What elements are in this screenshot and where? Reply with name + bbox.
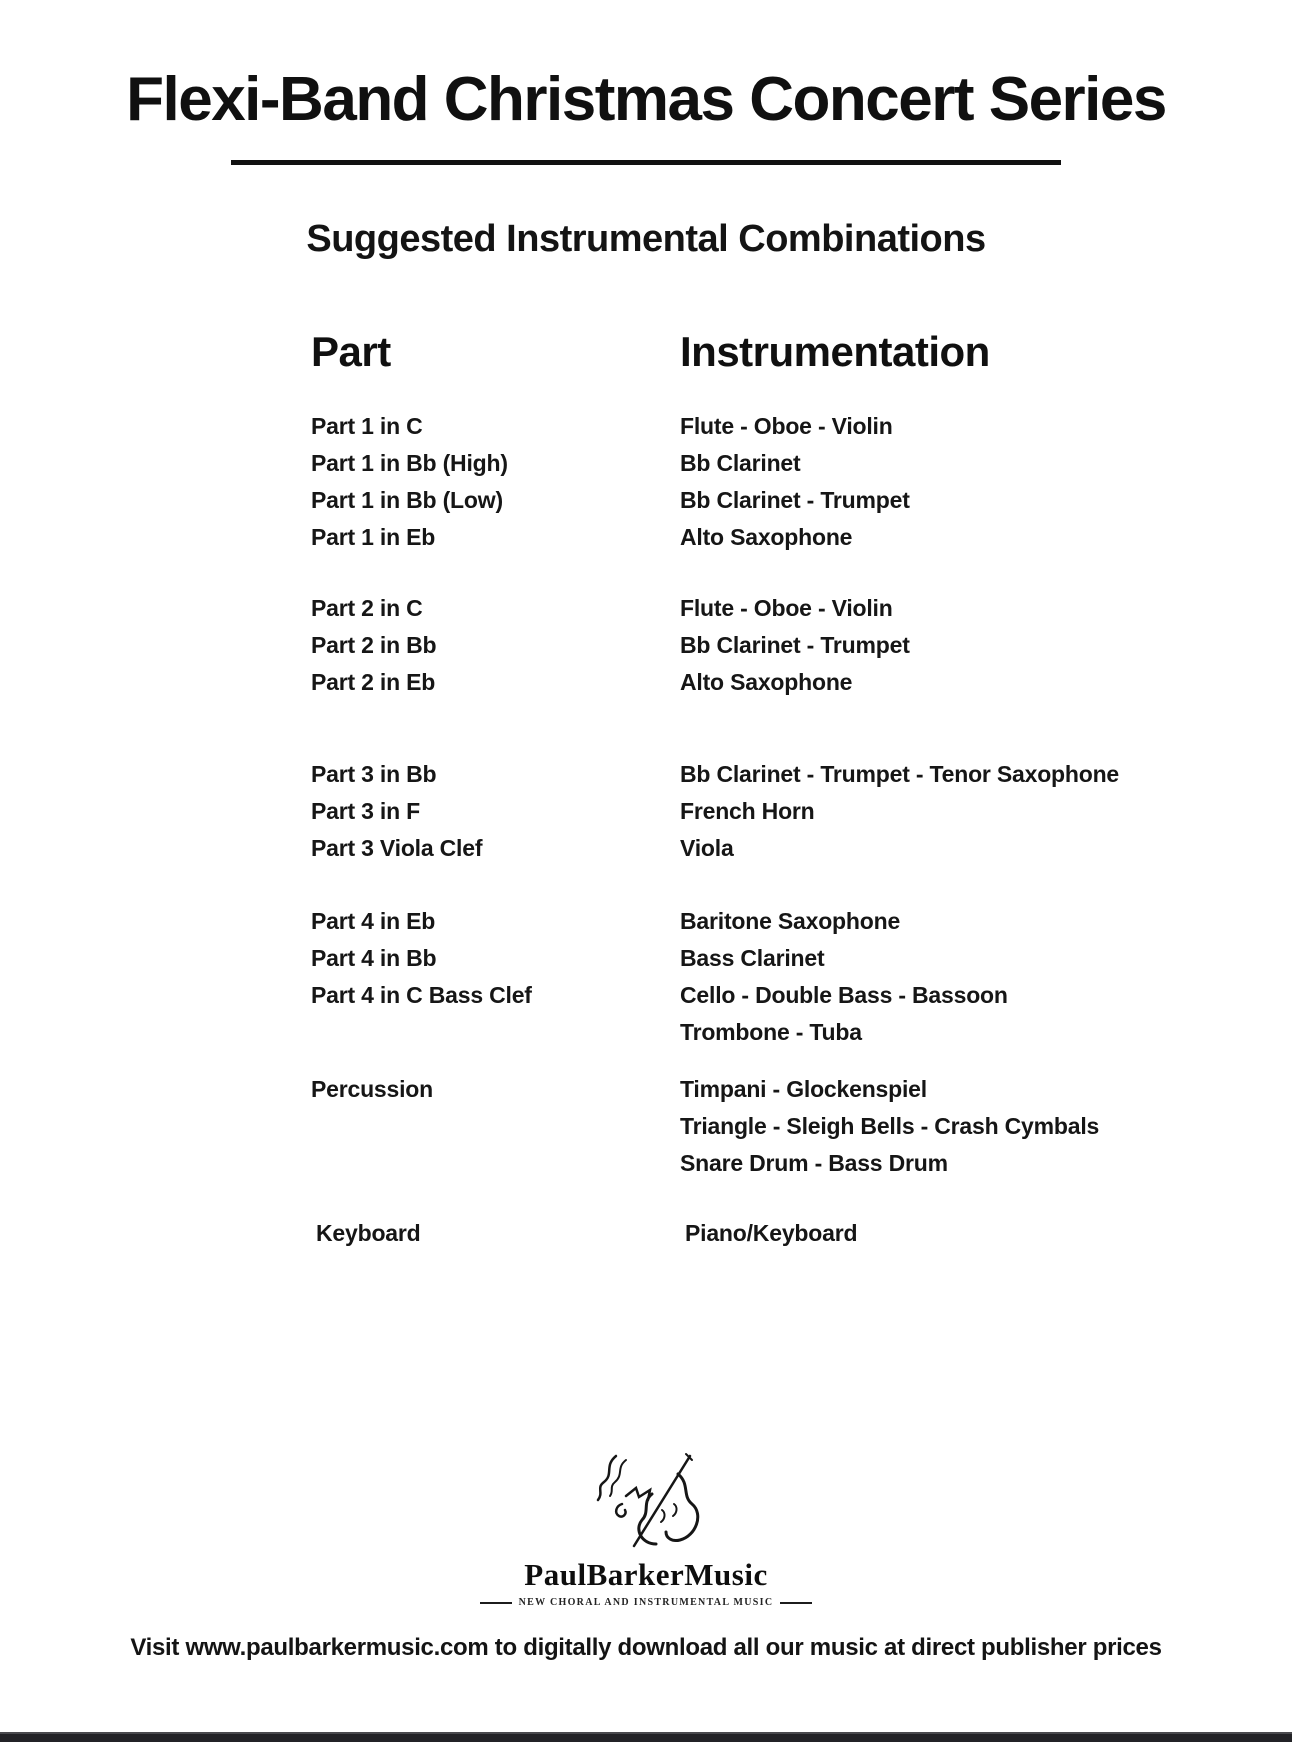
- instrumentation-cell: Timpani - Glockenspiel: [680, 1076, 927, 1102]
- part-cell: Keyboard: [316, 1220, 421, 1246]
- part-cell: Part 4 in C Bass Clef: [311, 982, 532, 1008]
- table-row: [311, 830, 1271, 867]
- instrumentation-table: [311, 328, 1271, 1252]
- title-underline: [231, 160, 1061, 165]
- logo-tagline-row: [480, 1597, 813, 1608]
- part-2-group: [311, 590, 1271, 701]
- table-header-row: [311, 328, 1271, 376]
- part-cell: Part 3 Viola Clef: [311, 835, 483, 861]
- table-row: [311, 482, 1271, 519]
- violin-and-bow-icon: [582, 1452, 710, 1556]
- instrumentation-cell: Piano/Keyboard: [685, 1220, 858, 1246]
- part-cell: Part 4 in Bb: [311, 945, 437, 971]
- percussion-group: [311, 1071, 1271, 1182]
- part-cell: Part 1 in Bb (Low): [311, 487, 503, 513]
- instrumentation-cell: Flute - Oboe - Violin: [680, 413, 893, 439]
- table-row: [311, 664, 1271, 701]
- part-cell: Part 3 in F: [311, 798, 420, 824]
- instrumentation-cell: Alto Saxophone: [680, 524, 853, 550]
- instrumentation-cell: Snare Drum - Bass Drum: [680, 1150, 948, 1176]
- part-cell: Part 4 in Eb: [311, 908, 436, 934]
- part-cell: Part 2 in Eb: [311, 669, 436, 695]
- bottom-bar: [0, 1732, 1292, 1742]
- instrumentation-cell: Baritone Saxophone: [680, 908, 901, 934]
- table-row: [311, 977, 1271, 1014]
- table-row: [311, 1014, 1271, 1051]
- page-subtitle: Suggested Instrumental Combinations: [306, 218, 986, 260]
- keyboard-group: [311, 1215, 1271, 1252]
- instrumentation-column-header: Instrumentation: [680, 328, 990, 375]
- table-row: [311, 903, 1271, 940]
- table-row: [311, 940, 1271, 977]
- table-row: [311, 590, 1271, 627]
- table-row: [311, 1215, 1271, 1252]
- part-cell: [311, 1108, 680, 1145]
- table-row: [311, 445, 1271, 482]
- instrumentation-cell: Triangle - Sleigh Bells - Crash Cymbals: [680, 1113, 1100, 1139]
- tagline-right-rule: [780, 1602, 812, 1604]
- logo-name: PaulBarkerMusic: [524, 1557, 768, 1592]
- part-1-group: [311, 408, 1271, 556]
- page-title: Flexi-Band Christmas Concert Series: [126, 65, 1166, 134]
- part-cell: [311, 1145, 680, 1182]
- part-cell: [311, 1014, 680, 1051]
- part-cell: Percussion: [311, 1076, 433, 1102]
- tagline-left-rule: [480, 1602, 512, 1604]
- instrumentation-cell: French Horn: [680, 798, 815, 824]
- instrumentation-cell: Cello - Double Bass - Bassoon: [680, 982, 1008, 1008]
- instrumentation-cell: Trombone - Tuba: [680, 1019, 862, 1045]
- table-row: [311, 756, 1271, 793]
- instrumentation-cell: Alto Saxophone: [680, 669, 853, 695]
- part-4-group: [311, 903, 1271, 1051]
- table-row: [311, 1145, 1271, 1182]
- part-3-group: [311, 756, 1271, 867]
- part-column-header: Part: [311, 328, 391, 375]
- instrumentation-cell: Bb Clarinet: [680, 450, 801, 476]
- logo-tagline: NEW CHORAL AND INSTRUMENTAL MUSIC: [518, 1597, 774, 1609]
- part-cell: Part 2 in Bb: [311, 632, 437, 658]
- part-cell: Part 2 in C: [311, 595, 423, 621]
- instrumentation-cell: Bb Clarinet - Trumpet: [680, 487, 910, 513]
- instrumentation-cell: Bb Clarinet - Trumpet: [680, 632, 910, 658]
- table-row: [311, 627, 1271, 664]
- table-row: [311, 1071, 1271, 1108]
- part-cell: Part 1 in Bb (High): [311, 450, 508, 476]
- publisher-logo: [0, 1452, 1292, 1608]
- instrumentation-cell: Flute - Oboe - Violin: [680, 595, 893, 621]
- table-row: [311, 793, 1271, 830]
- part-cell: Part 3 in Bb: [311, 761, 437, 787]
- part-cell: Part 1 in Eb: [311, 524, 436, 550]
- footer-note: Visit www.paulbarkermusic.com to digitally download all our music at direct publisher prices: [130, 1634, 1162, 1661]
- table-row: [311, 408, 1271, 445]
- table-body: [311, 408, 1271, 1252]
- part-cell: Part 1 in C: [311, 413, 423, 439]
- instrumentation-cell: Bb Clarinet - Trumpet - Tenor Saxophone: [680, 761, 1120, 787]
- instrumentation-cell: Viola: [680, 835, 734, 861]
- instrumentation-cell: Bass Clarinet: [680, 945, 825, 971]
- table-row: [311, 519, 1271, 556]
- table-row: [311, 1108, 1271, 1145]
